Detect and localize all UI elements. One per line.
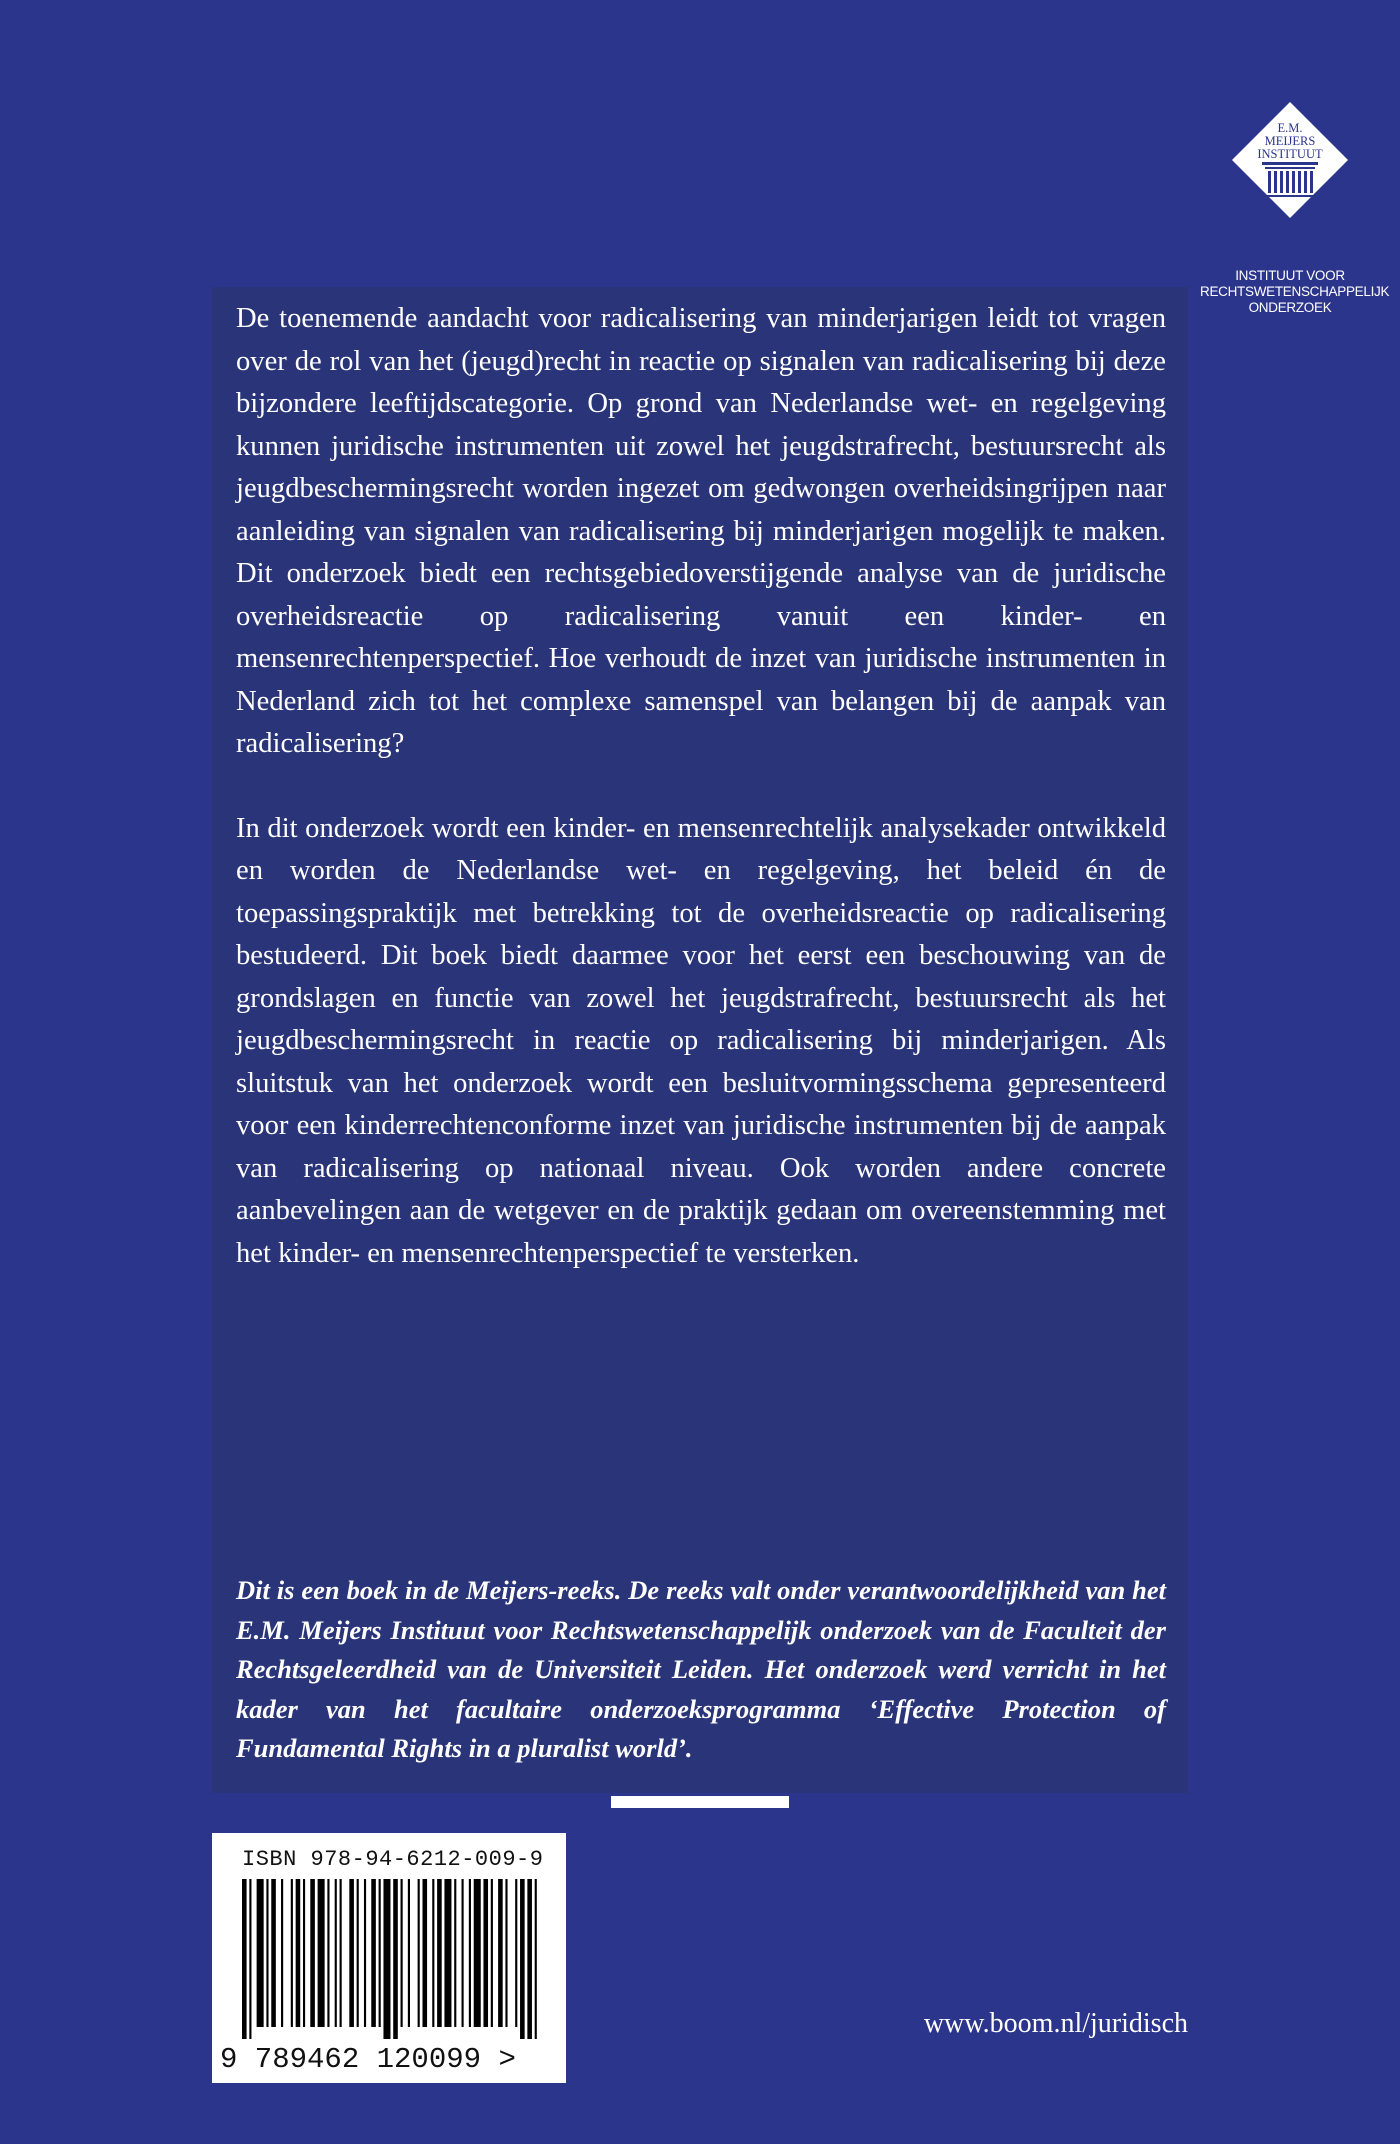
- barcode-bar: [340, 1879, 342, 2027]
- barcode-bar: [422, 1879, 427, 2027]
- barcode-bar: [266, 1879, 268, 2027]
- panel-tab-bar: [611, 1796, 789, 1808]
- series-note: Dit is een boek in de Meijers-reeks. De reeks valt onder verantwoordelijkheid van het E.M. Meijers Instituut voor Rechtswetenschappelijk onderzoek van de Faculteit der Rechtsgeleerdheid van de Universiteit Leiden. Het onderzoek werd verricht in het kader van het facultaire onderzoeksprogramma ‘Effective Protection of Fundamental Rights in a pluralist world’.: [236, 1575, 1166, 1763]
- barcode-bar: [364, 1879, 366, 2027]
- barcode-bar: [296, 1879, 301, 2027]
- barcode-bar: [327, 1879, 329, 2027]
- barcode-bar: [303, 1879, 305, 2027]
- barcode-bars: [242, 1879, 542, 2039]
- barcode-bar: [383, 1879, 390, 2039]
- barcode-bar: [281, 1879, 283, 2027]
- barcode-bar: [491, 1879, 493, 2027]
- barcode-bar: [371, 1879, 376, 2027]
- barcode-bar: [271, 1879, 276, 2027]
- barcode-bar: [335, 1879, 337, 2027]
- barcode-bar: [257, 1879, 264, 2027]
- logo-name-line3: INSTITUUT: [1257, 147, 1323, 161]
- barcode-bar: [483, 1879, 488, 2027]
- barcode-bar: [474, 1879, 481, 2027]
- barcode-bar: [401, 1879, 403, 2027]
- barcode-bar: [357, 1879, 359, 2027]
- institute-logo: [1200, 100, 1390, 320]
- logo-caption-line2: RECHTSWETENSCHAPPELIJK: [1200, 284, 1390, 299]
- barcode-bar: [444, 1879, 451, 2027]
- barcode-bar: [462, 1879, 464, 2027]
- barcode-bar: [379, 1879, 381, 2027]
- barcode-digits: 9 789462 120099 >: [220, 2043, 516, 2076]
- barcode-bar: [393, 1879, 398, 2039]
- barcode-bar: [520, 1879, 525, 2039]
- logo-caption-line3: ONDERZOEK: [1248, 300, 1332, 315]
- blurb: [236, 298, 1166, 1317]
- barcode-bar: [527, 1879, 532, 2039]
- barcode-bar: [418, 1879, 420, 2027]
- logo-caption: [1200, 268, 1390, 316]
- barcode: [212, 1833, 566, 2083]
- barcode-bar: [437, 1879, 442, 2027]
- barcode-bar: [505, 1879, 507, 2027]
- logo-name-line2: MEIJERS: [1264, 134, 1316, 148]
- publisher-website: www.boom.nl/juridisch: [923, 2008, 1188, 2039]
- barcode-bar: [318, 1879, 325, 2027]
- barcode-bar: [515, 1879, 517, 2027]
- barcode-bar: [408, 1879, 410, 2027]
- blurb-paragraph-1: De toenemende aandacht voor radicalisering van minderjarigen leidt tot vragen over de rol van het (jeugd)recht in reactie op signalen van radicalisering bij deze bijzondere leeftijdscategorie. Op grond van Nederlandse wet- en regelgeving kunnen juridische instrumenten uit zowel het jeugdstrafrecht, bestuursrecht als jeugdbeschermingsrecht worden ingezet om gedwongen overheidsingrijpen naar aanleiding van signalen van radicalisering bij minderjarigen mogelijk te maken. Dit onderzoek biedt een rechtsgebiedoverstijgende analyse van de juridische overheidsreactie op radicalisering vanuit een kinder- en mensenrechtenperspectief. Hoe verhoudt de inzet van juridische instrumenten in Nederland zich tot het complexe samenspel van belangen bij de aanpak van radicalisering?: [236, 303, 1166, 759]
- barcode-bar: [498, 1879, 503, 2027]
- isbn-label: ISBN 978-94-6212-009-9: [242, 1847, 544, 1872]
- barcode-bar: [310, 1879, 315, 2027]
- blurb-paragraph-2: In dit onderzoek wordt een kinder- en mensenrechtelijk analysekader ontwikkeld en worden de Nederlandse wet- en regelgeving, het beleid én de toepassingspraktijk met betrekking tot de overheidsreactie op radicalisering bestudeerd. Dit boek biedt daarmee voor het eerst een beschouwing van de grondslagen en functie van zowel het jeugdstrafrecht, bestuursrecht als het jeugdbeschermingsrecht in reactie op radicalisering bij minderjarigen. Als sluitstuk van het onderzoek wordt een besluitvormingsschema gepresenteerd voor een kinderrechtenconforme inzet van juridische instrumenten bij de aanpak van radicalisering op nationaal niveau. Ook worden andere concrete aanbevelingen aan de wetgever en de praktijk gedaan om overeenstemming met het kinder- en mensenrechtenperspectief te versterken.: [236, 812, 1166, 1269]
- logo-name-line1: E.M.: [1277, 121, 1303, 135]
- barcode-bar: [249, 1879, 251, 2039]
- barcode-bar: [291, 1879, 293, 2027]
- barcode-bar: [242, 1879, 247, 2039]
- barcode-bar: [469, 1879, 471, 2027]
- barcode-bar: [454, 1879, 456, 2027]
- barcode-bar: [535, 1879, 537, 2039]
- barcode-bar: [432, 1879, 434, 2027]
- barcode-bar: [349, 1879, 354, 2027]
- logo-caption-line1: INSTITUUT VOOR: [1235, 268, 1345, 283]
- institute-logo-emblem: [1230, 100, 1350, 220]
